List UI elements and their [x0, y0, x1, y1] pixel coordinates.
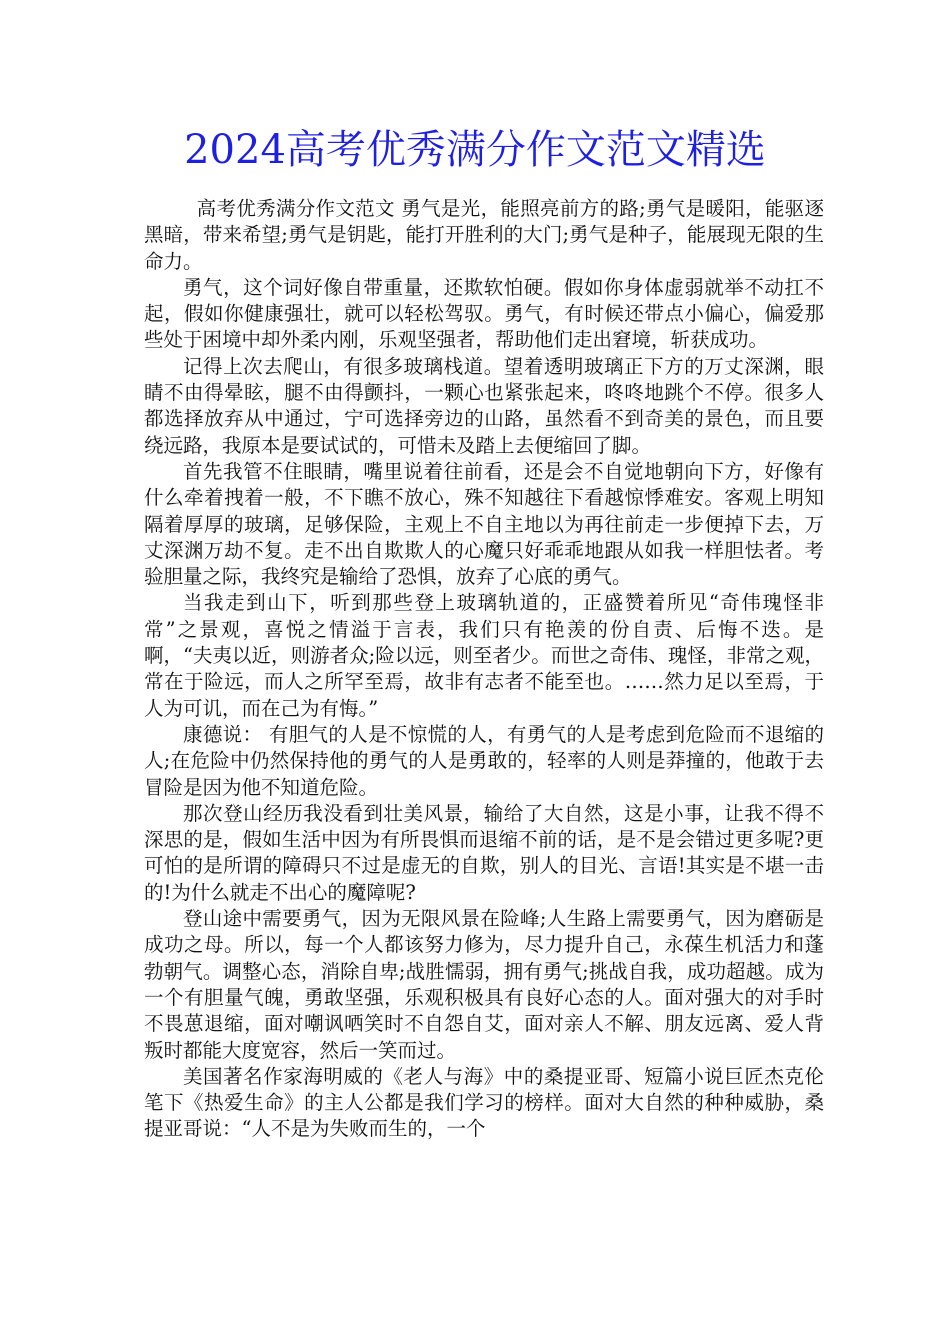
- document-body: [144, 196, 824, 1143]
- paragraph: 登山途中需要勇气，因为无限风景在险峰;人生路上需要勇气，因为磨砺是成功之母。所以，每一个人都该努力修为，尽力提升自己，永葆生机活力和蓬勃朝气。调整心态，消除自卑;战胜懦弱，拥有勇气;挑战自我，成功超越。成为一个有胆量气魄，勇敢坚强，乐观积极具有良好心态的人。面对强大的对手时不畏葸退缩，面对嘲讽哂笑时不自怨自艾，面对亲人不解、朋友远离、爱人背叛时都能大度宽容，然后一笑而过。: [144, 907, 824, 1062]
- paragraph: 勇气，这个词好像自带重量，还欺软怕硬。假如你身体虚弱就举不动扛不起，假如你健康强壮，就可以轻松驾驭。勇气，有时候还带点小偏心，偏爱那些处于困境中却外柔内刚，乐观坚强者，帮助他们走出窘境，斩获成功。: [144, 275, 824, 352]
- paragraph: 美国著名作家海明威的《老人与海》中的桑提亚哥、短篇小说巨匠杰克伦笔下《热爱生命》的主人公都是我们学习的榜样。面对大自然的种种威胁，桑提亚哥说：“人不是为失败而生的，一个: [144, 1064, 824, 1141]
- paragraph: 当我走到山下，听到那些登上玻璃轨道的，正盛赞着所见“奇伟瑰怪非常”之景观，喜悦之情溢于言表，我们只有艳羡的份自责、后悔不迭。是啊，“夫夷以近，则游者众;险以远，则至者少。而世之奇伟、瑰怪，非常之观，常在于险远，而人之所罕至焉，故非有志者不能至也。……然力足以至焉，于人为可讥，而在己为有悔。”: [144, 591, 824, 720]
- paragraph: 那次登山经历我没看到壮美风景，输给了大自然，这是小事，让我不得不深思的是，假如生活中因为有所畏惧而退缩不前的话，是不是会错过更多呢?更可怕的是所谓的障碍只不过是虚无的自欺，别人的目光、言语!其实是不堪一击的!为什么就走不出心的魔障呢?: [144, 801, 824, 904]
- paragraph: 高考优秀满分作文范文 勇气是光，能照亮前方的路;勇气是暖阳，能驱逐黑暗，带来希望;勇气是钥匙，能打开胜利的大门;勇气是种子，能展现无限的生命力。: [144, 197, 824, 273]
- paragraph: 记得上次去爬山，有很多玻璃栈道。望着透明玻璃正下方的万丈深渊，眼睛不由得晕眩，腿不由得颤抖，一颗心也紧张起来，咚咚地跳个不停。很多人都选择放弃从中通过，宁可选择旁边的山路，虽然看不到奇美的景色，而且要绕远路，我原本是要试试的，可惜未及踏上去便缩回了脚。: [144, 354, 824, 457]
- paragraph: 首先我管不住眼睛，嘴里说着往前看，还是会不自觉地朝向下方，好像有什么牵着拽着一般，不下瞧不放心，殊不知越往下看越惊悸难安。客观上明知隔着厚厚的玻璃，足够保险，主观上不自主地以为再往前走一步便掉下去，万丈深渊万劫不复。走不出自欺欺人的心魔只好乖乖地跟从如我一样胆怯者。考验胆量之际，我终究是输给了恐惧，放弃了心底的勇气。: [144, 459, 824, 589]
- paragraph: 康德说： 有胆气的人是不惊慌的人，有勇气的人是考虑到危险而不退缩的人;在危险中仍然保持他的勇气的人是勇敢的，轻率的人则是莽撞的，他敢于去冒险是因为他不知道危险。: [144, 722, 824, 799]
- document-title: 2024高考优秀满分作文范文精选: [184, 127, 766, 173]
